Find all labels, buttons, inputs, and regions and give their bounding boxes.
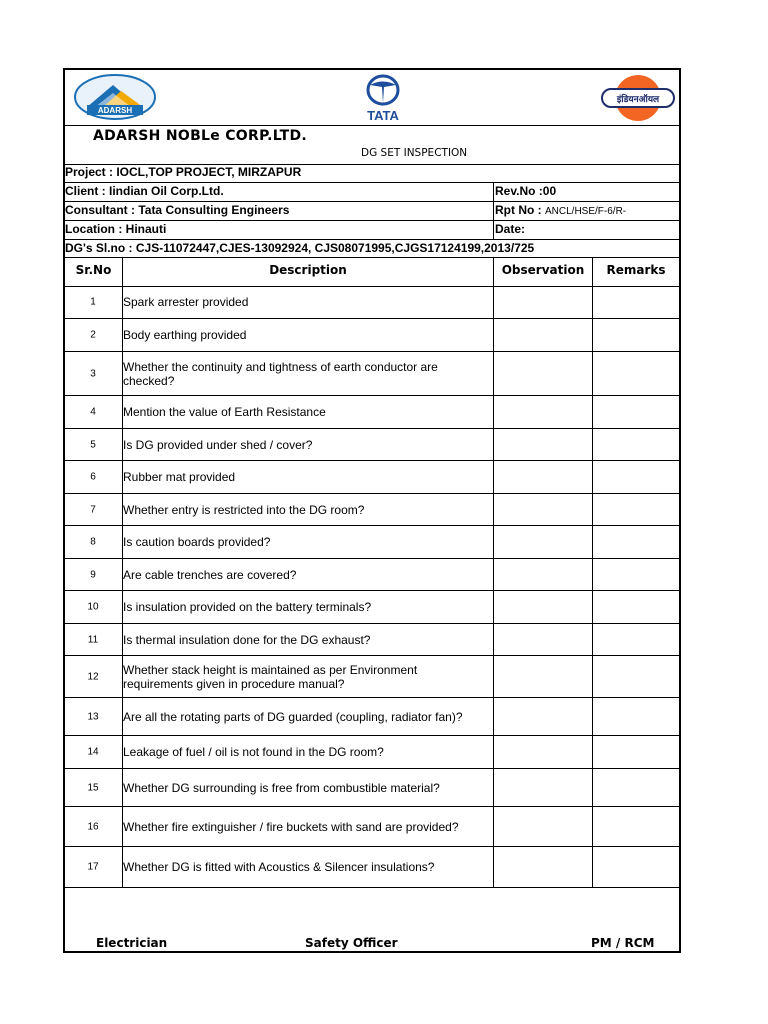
header-description: Description [269, 263, 347, 277]
row-description: Body earthing provided [123, 328, 247, 342]
row-description: Rubber mat provided [123, 470, 236, 484]
divider [65, 125, 679, 126]
table-row [65, 807, 679, 847]
signature-electrician: Electrician [96, 936, 168, 950]
row-number: 13 [87, 711, 99, 722]
row-number: 17 [87, 861, 99, 873]
location-field: Location : Hinauti [65, 222, 167, 236]
tata-logo-text: TATA [367, 108, 399, 123]
row-number: 3 [90, 368, 96, 379]
row-description: Leakage of fuel / oil is not found in the DG room? [123, 745, 384, 759]
header-logos [65, 70, 679, 126]
row-description: Whether fire extinguisher / fire buckets with sand are provided? [123, 819, 459, 834]
row-number: 14 [87, 746, 99, 758]
report-no-value: ANCL/HSE/F-6/R- [545, 206, 627, 217]
row-description: Is thermal insulation done for the DG exhaust? [123, 632, 371, 647]
row-number: 11 [87, 634, 99, 645]
table-row [65, 461, 679, 494]
row-description: Whether DG surrounding is free from combustible material? [123, 780, 440, 795]
table-row [65, 591, 679, 624]
row-description: Whether the continuity and tightness of earth conductor are checked? [123, 359, 438, 388]
table-row [65, 494, 679, 526]
tata-logo [353, 72, 413, 124]
signature-pm-rcm: PM / RCM [591, 936, 655, 950]
header-remarks: Remarks [606, 263, 666, 277]
row-number: 9 [90, 569, 96, 580]
table-row [65, 847, 679, 888]
table-row [65, 286, 679, 319]
inspection-sheet [63, 68, 681, 953]
table-row [65, 429, 679, 461]
divider [65, 220, 679, 221]
table-row [65, 352, 679, 396]
table-row [65, 736, 679, 769]
header-srno: Sr.No [75, 263, 112, 277]
adarsh-logo-text: ADARSH [97, 106, 133, 115]
divider [493, 182, 494, 239]
row-number: 7 [90, 504, 96, 515]
table-row [65, 698, 679, 736]
row-number: 8 [90, 536, 96, 548]
adarsh-logo [73, 73, 157, 121]
header-observation: Observation [501, 263, 585, 277]
row-description: Is insulation provided on the battery terminals? [123, 600, 372, 614]
table-row [65, 656, 679, 698]
indianoil-logo-text: इंडियनऑयल [616, 95, 660, 105]
table-row [65, 319, 679, 352]
row-number: 4 [90, 406, 96, 418]
rev-no-field: Rev.No :00 [495, 184, 557, 198]
row-number: 10 [87, 601, 99, 613]
row-description: Mention the value of Earth Resistance [123, 405, 326, 419]
row-description: Is caution boards provided? [123, 535, 271, 549]
report-no-label: Rpt No : [495, 203, 545, 217]
row-number: 16 [87, 821, 99, 832]
table-row [65, 559, 679, 591]
client-field: Client : Iindian Oil Corp.Ltd. [65, 184, 224, 198]
divider [65, 201, 679, 202]
row-number: 2 [90, 329, 96, 341]
table-row [65, 624, 679, 656]
dg-serial-field: DG's Sl.no : CJS-11072447,CJES-13092924, CJS08071995,CJGS17124199,2013/725 [65, 241, 535, 255]
consultant-field: Consultant : Tata Consulting Engineers [65, 203, 290, 217]
row-description: Spark arrester provided [123, 295, 249, 309]
row-description: Are all the rotating parts of DG guarded (coupling, radiator fan)? [123, 709, 463, 724]
row-number: 12 [87, 671, 99, 682]
project-field: Project : IOCL,TOP PROJECT, MIRZAPUR [65, 165, 302, 179]
report-no-field [495, 203, 626, 217]
divider [65, 239, 679, 240]
row-number: 15 [87, 782, 99, 793]
row-description: Is DG provided under shed / cover? [123, 437, 313, 452]
row-description: Are cable trenches are covered? [123, 567, 297, 582]
indianoil-logo [600, 73, 676, 123]
table-row [65, 526, 679, 559]
signature-safety-officer: Safety Officer [305, 936, 398, 950]
table-row [65, 769, 679, 807]
company-name: ADARSH NOBLe CORP.LTD. [93, 128, 307, 144]
row-number: 1 [90, 296, 96, 308]
divider [65, 257, 679, 258]
table-row [65, 396, 679, 429]
row-number: 5 [90, 439, 96, 450]
divider [65, 182, 679, 183]
date-field: Date: [495, 222, 526, 236]
row-description: Whether DG is fitted with Acoustics & Silencer insulations? [123, 860, 435, 874]
row-description: Whether entry is restricted into the DG room? [123, 502, 365, 517]
row-number: 6 [90, 471, 96, 483]
document-title: DG SET INSPECTION [361, 147, 468, 159]
row-description: Whether stack height is maintained as per Environment requirements given in procedure manual? [123, 662, 418, 691]
